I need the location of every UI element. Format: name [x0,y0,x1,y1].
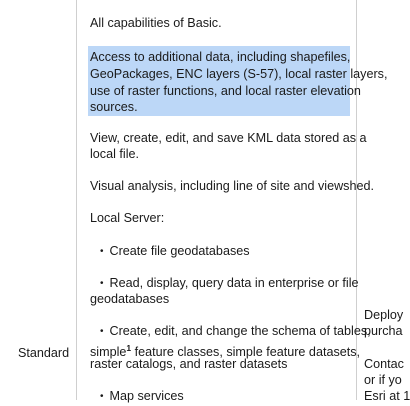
deployment-text-line: Contac [364,357,404,371]
bullet-item [100,388,184,406]
edition-cell: Standard [18,346,70,360]
bullet-text-continuation: geodatabases [90,292,170,306]
visual-analysis-text: Visual analysis, including line of site and viewshed. [90,179,374,193]
deployment-text-line: Esri at 1 [364,389,410,403]
bullet-icon: • [100,246,104,257]
bullet-text: Read, display, query data in enterprise or file [109,276,359,290]
bullet-item [100,323,371,341]
bullet-icon: • [100,326,104,337]
kml-text-line: local file. [90,147,139,161]
bullet-text: feature classes, simple feature datasets, [131,345,361,359]
additional-data-line[interactable]: sources. [90,100,138,114]
bullet-text: Create, edit, and change the schema of tables, [109,324,371,338]
bullet-text: Map services [109,389,184,403]
bullet-text: Create file geodatabases [109,244,250,258]
additional-data-line[interactable]: use of raster functions, and local raster elevation [90,84,361,98]
bullet-icon: • [100,391,104,402]
bullet-text: simple [90,345,127,359]
bullet-item [100,243,250,261]
additional-data-line[interactable]: Access to additional data, including shapefiles, [90,50,351,64]
deployment-text-line: Deploy [364,308,404,322]
bullet-text-continuation: raster catalogs, and raster datasets [90,357,288,371]
local-server-heading: Local Server: [90,211,165,225]
basic-capabilities-text: All capabilities of Basic. [90,16,222,30]
kml-text-line: View, create, edit, and save KML data stored as a [90,131,367,145]
bullet-icon: • [100,278,104,289]
column-divider [76,0,77,400]
deployment-text-line: or if yo [364,373,402,387]
footnote-marker[interactable]: 1 [126,343,132,353]
deployment-text-line: purcha [364,324,403,338]
additional-data-line[interactable]: GeoPackages, ENC layers (S-57), local raster layers, [90,67,388,81]
